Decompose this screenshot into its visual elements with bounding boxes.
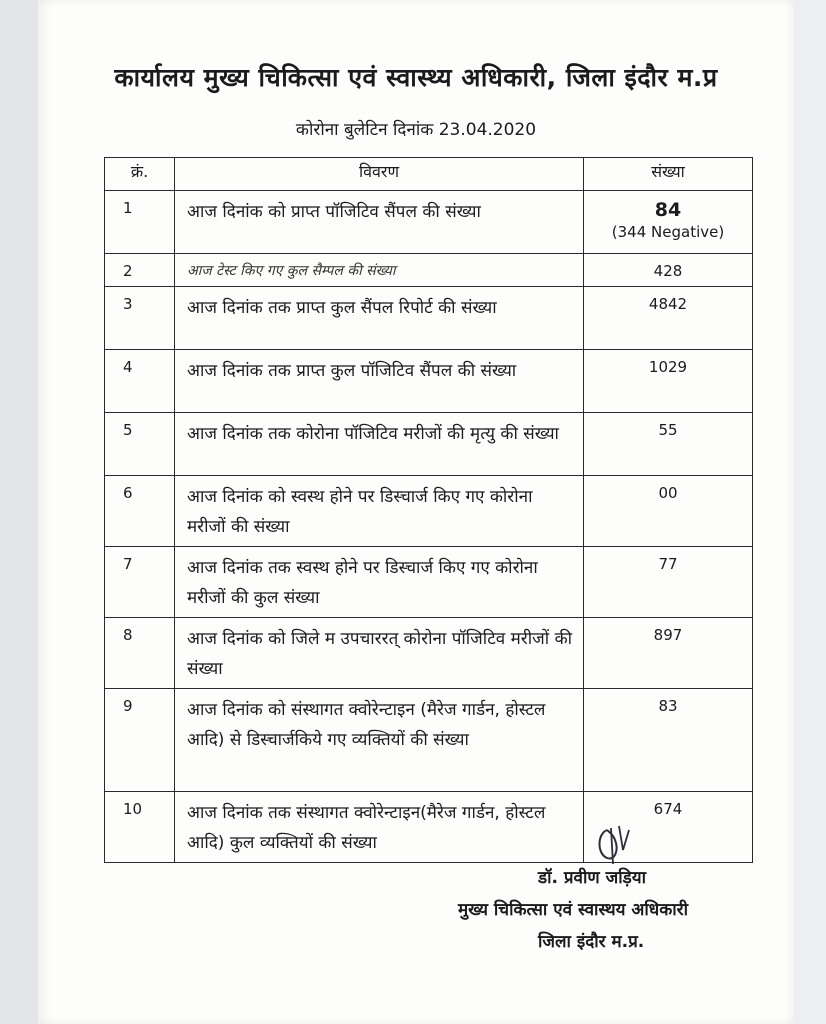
row-count: 55 [584, 413, 753, 476]
table-row [105, 287, 753, 350]
row-count: 84 [654, 199, 682, 221]
row-description: आज दिनांक को संस्थागत क्वोरेन्टाइन (मैरेज गार्डन, होस्टल आदि) से डिस्चार्जकिये गए व्यक्तियों की संख्या [175, 689, 584, 792]
photo-background-right [794, 0, 826, 1024]
row-description: आज टेस्ट किए गए कुल सैम्पल की संख्या [175, 254, 584, 287]
row-count: 428 [584, 254, 753, 287]
row-description: आज दिनांक तक प्राप्त कुल पॉजिटिव सैंपल की संख्या [175, 350, 584, 413]
negative-note: (344 Negative) [611, 223, 725, 241]
serial-number: 4 [105, 350, 175, 413]
row-count: 77 [584, 547, 753, 618]
table-row [105, 350, 753, 413]
table-row [105, 618, 753, 689]
row-count: 674 [584, 792, 753, 863]
table-row [105, 254, 753, 287]
serial-number: 6 [105, 476, 175, 547]
serial-number: 5 [105, 413, 175, 476]
officer-name: डॉ. प्रवीण जड़िया [538, 868, 646, 888]
row-count: 4842 [584, 287, 753, 350]
row-description: आज दिनांक तक स्वस्थ होने पर डिस्चार्ज किए गए कोरोना मरीजों की कुल संख्या [175, 547, 584, 618]
table-header-row [105, 158, 753, 191]
bulletin-document [38, 0, 794, 1024]
serial-number: 3 [105, 287, 175, 350]
header-serial: क्रं. [105, 158, 175, 191]
serial-number: 8 [105, 618, 175, 689]
row-description: आज दिनांक तक कोरोना पॉजिटिव मरीजों की मृत्यु की संख्या [175, 413, 584, 476]
photo-background-left [0, 0, 38, 1024]
table-row [105, 191, 753, 254]
serial-number: 9 [105, 689, 175, 792]
table-row [105, 547, 753, 618]
serial-number: 1 [105, 191, 175, 254]
table-row [105, 792, 753, 863]
signature-block [458, 862, 778, 958]
serial-number: 7 [105, 547, 175, 618]
row-count: 83 [584, 689, 753, 792]
row-count: 1029 [584, 350, 753, 413]
officer-district: जिला इंदौर म.प्र. [538, 932, 645, 952]
bulletin-table [104, 157, 753, 863]
table-row [105, 689, 753, 792]
row-description: आज दिनांक को प्राप्त पॉजिटिव सैंपल की संख्या [175, 191, 584, 254]
table-row [105, 476, 753, 547]
table-row [105, 413, 753, 476]
row-description: आज दिनांक तक संस्थागत क्वोरेन्टाइन(मैरेज गार्डन, होस्टल आदि) कुल व्यक्तियों की संख्या [175, 792, 584, 863]
row-description: आज दिनांक को जिले म उपचाररत् कोरोना पॉजिटिव मरीजों की संख्या [175, 618, 584, 689]
row-count: 00 [584, 476, 753, 547]
serial-number: 10 [105, 792, 175, 863]
header-count: संख्या [584, 158, 753, 191]
serial-number: 2 [105, 254, 175, 287]
row-count: 897 [584, 618, 753, 689]
office-heading: कार्यालय मुख्य चिकित्सा एवं स्वास्थ्य अधिकारी, जिला इंदौर म.प्र [114, 63, 718, 92]
row-description: आज दिनांक को स्वस्थ होने पर डिस्चार्ज किए गए कोरोना मरीजों की संख्या [175, 476, 584, 547]
bulletin-date: कोरोना बुलेटिन दिनांक 23.04.2020 [295, 120, 537, 140]
header-description: विवरण [175, 158, 584, 191]
officer-designation: मुख्य चिकित्सा एवं स्वास्थय अधिकारी [458, 900, 689, 920]
row-description: आज दिनांक तक प्राप्त कुल सैंपल रिपोर्ट की संख्या [175, 287, 584, 350]
row-count-cell [584, 191, 753, 254]
